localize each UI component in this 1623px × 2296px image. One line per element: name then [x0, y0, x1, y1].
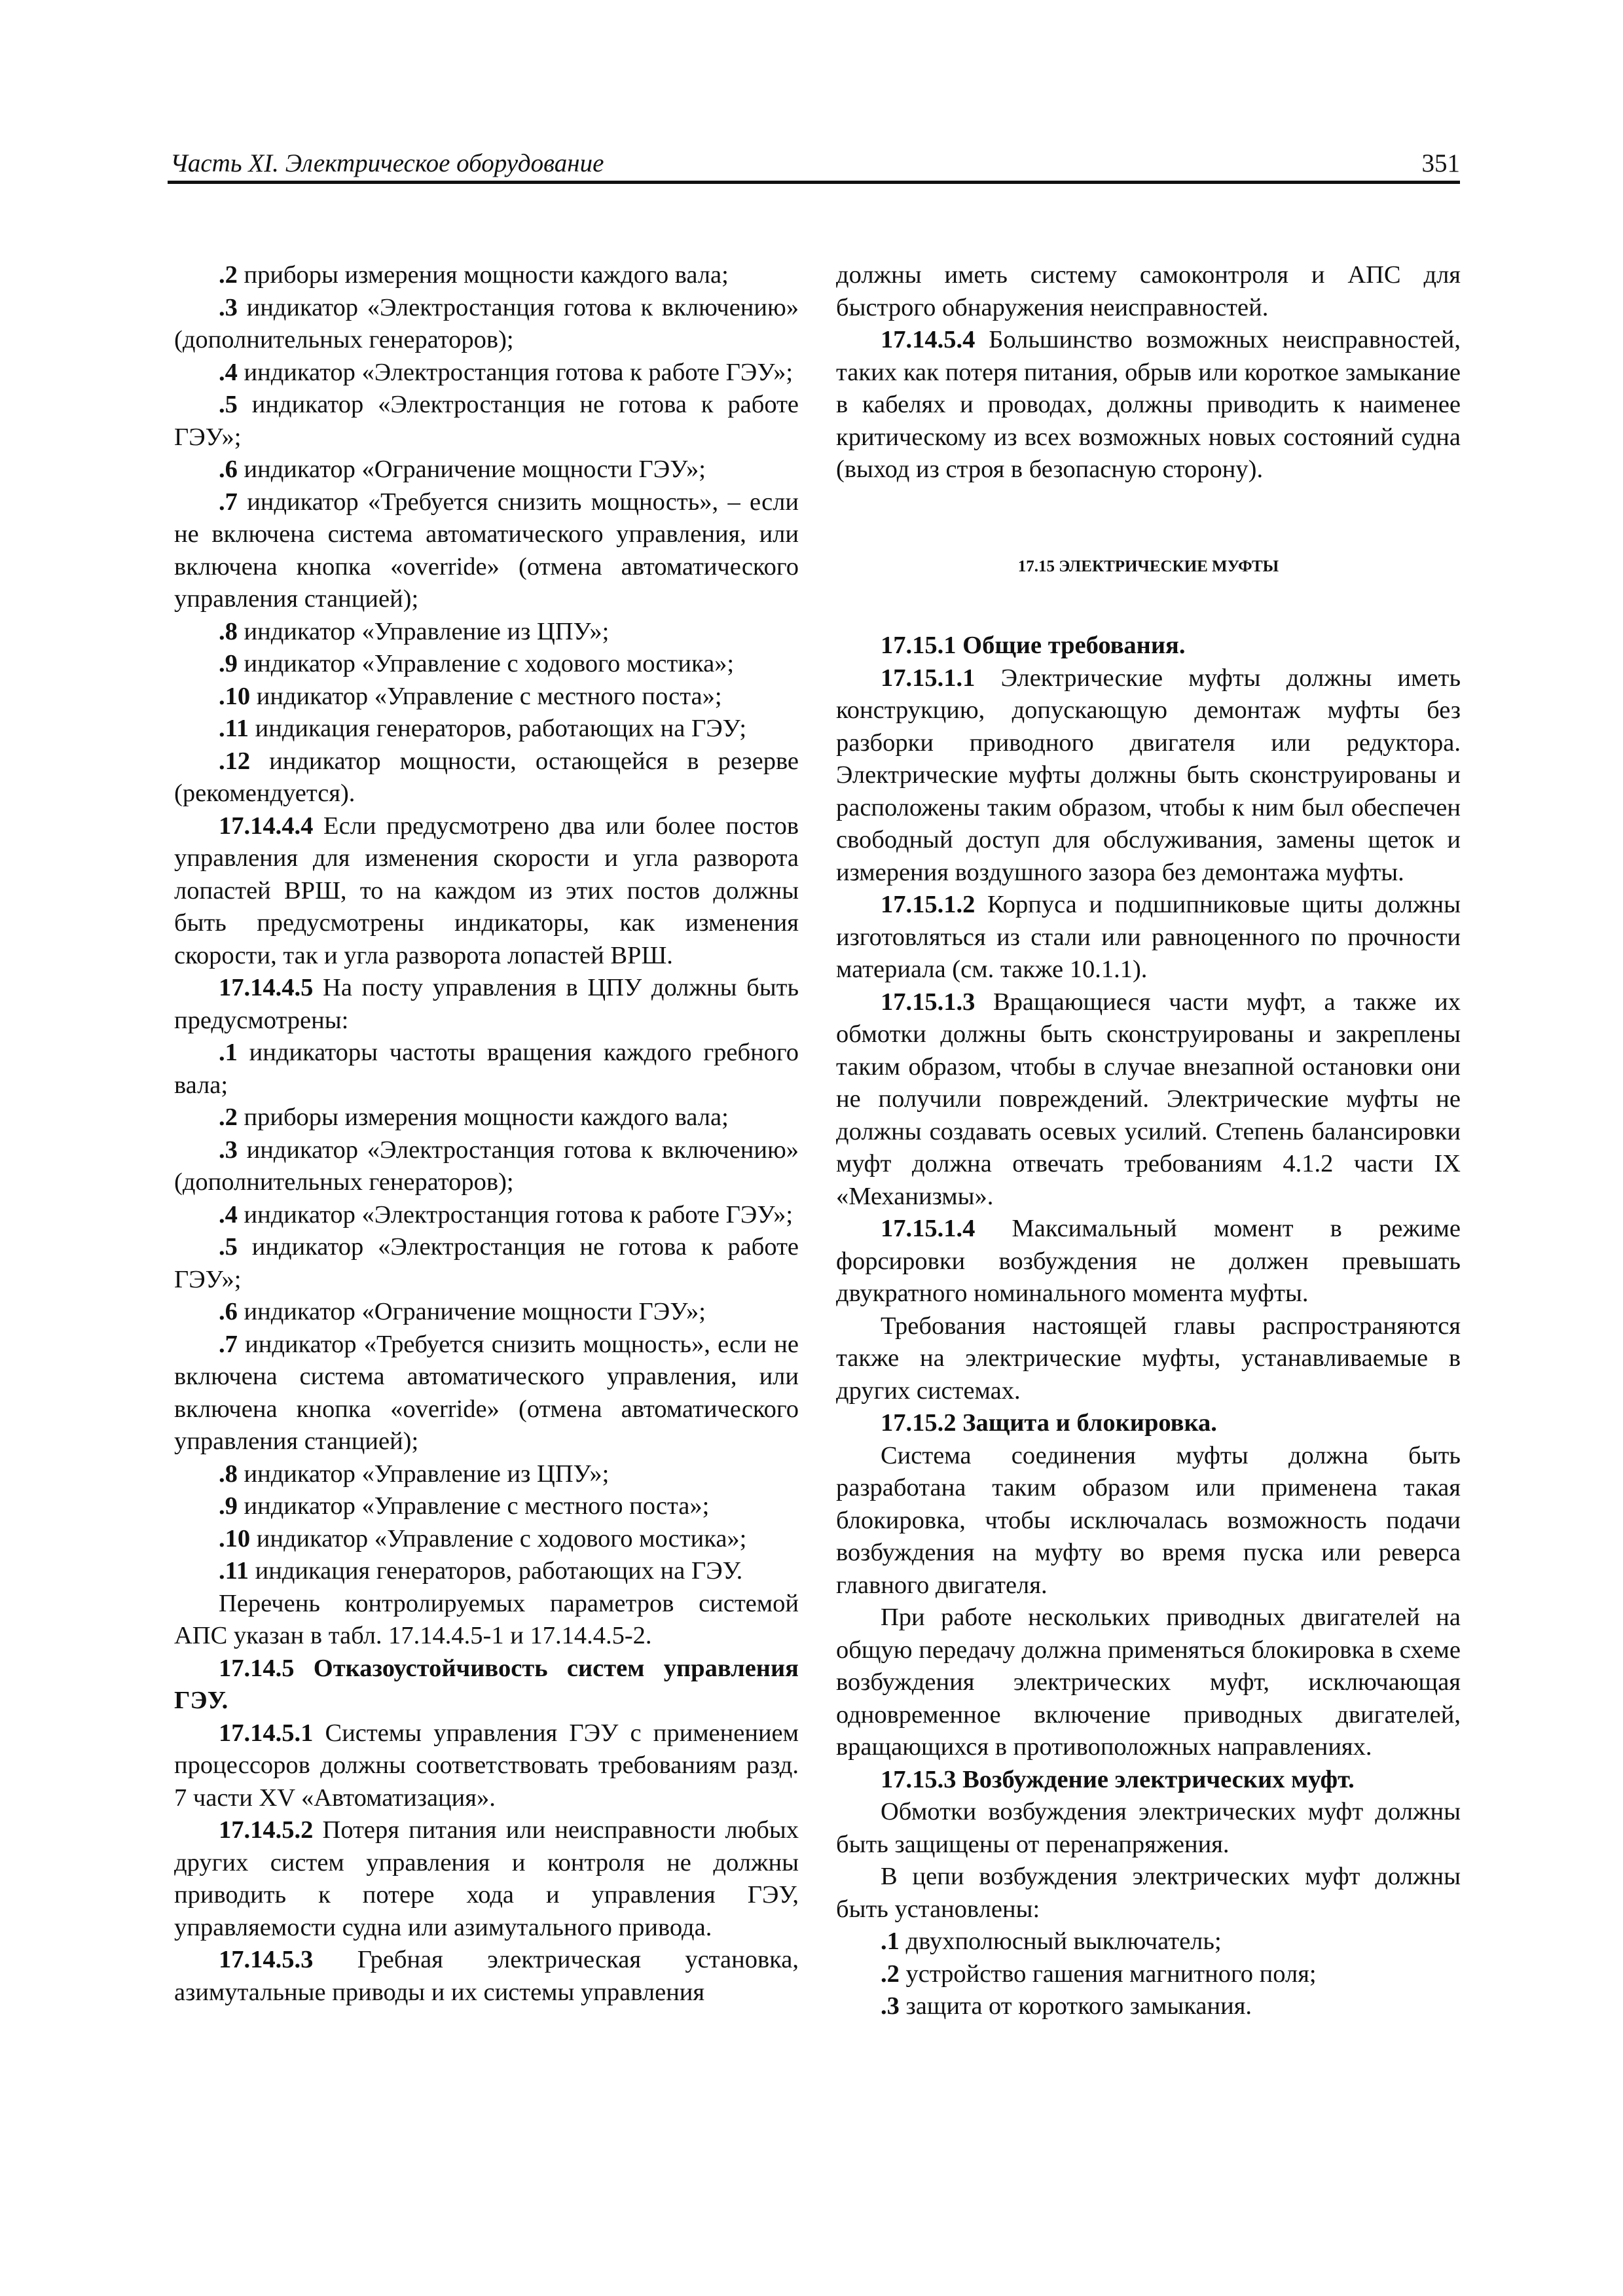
clause-text: индикатор «Управление из ЦПУ»; [237, 1460, 610, 1488]
clause-number: .8 [219, 617, 238, 645]
paragraph [174, 486, 799, 616]
clause-text: приборы измерения мощности каждого вала; [237, 261, 729, 289]
clause-number: .10 [219, 1524, 251, 1552]
paragraph [836, 1861, 1461, 1926]
clause-text: Корпуса и подшипниковые щиты должны изготовляться из стали или равноценного по прочности материала (см. также 10.1.1). [836, 891, 1461, 983]
clause-number: .6 [219, 1298, 238, 1325]
paragraph [174, 681, 799, 713]
paragraph [174, 1037, 799, 1102]
clause-text: индикатор «Управление из ЦПУ»; [237, 617, 610, 645]
paragraph [174, 292, 799, 357]
clause-text: Система соединения муфты должна быть разработана таким образом или применена такая блокировка, чтобы исключалась возможность подачи возбуждения на муфту во время пуска или реверса главного двигателя. [836, 1441, 1461, 1599]
paragraph [174, 1944, 799, 2009]
paragraph [174, 1523, 799, 1556]
clause-text: Электрические муфты должны иметь конструкцию, допускающую демонтаж муфты без разборки приводного двигателя или редуктора. Электрические муфты должны быть сконструированы и расположены таким образом, чтобы к ним был обеспечен свободный доступ для обслуживания, замены щеток и измерения воздушного зазора без демонтажа муфты. [836, 664, 1461, 886]
clause-number: 17.15.1.2 [881, 891, 976, 918]
paragraph [836, 986, 1461, 1213]
clause-number: 17.14.5.1 [219, 1719, 314, 1747]
clause-text: Требования настоящей главы распространяются также на электрические муфты, устанавливаемые в других системах. [836, 1312, 1461, 1405]
paragraph [174, 1717, 799, 1815]
paragraph [174, 1490, 799, 1523]
clause-text: индикация генераторов, работающих на ГЭУ; [249, 715, 747, 742]
paragraph [174, 1588, 799, 1653]
paragraph [836, 889, 1461, 986]
clause-number: .12 [219, 747, 251, 775]
clause-text: индикатор «Требуется снизить мощность», если не включена система автоматического управления, или включена кнопка «override» (отмена автоматического управления станцией); [174, 1330, 799, 1455]
clause-text: Вращающиеся части муфт, а также их обмотки должны быть сконструированы и закреплены таким образом, чтобы в случае внезапной остановки они не получили повреждений. Электрические муфты не должны создавать осевых усилий. Степень балансировки муфт должна отвечать требованиям 4.1.2 части IX «Механизмы». [836, 988, 1461, 1210]
clause-text: двухполюсный выключатель; [899, 1928, 1222, 1955]
paragraph [836, 1958, 1461, 1991]
paragraph [174, 259, 799, 292]
clause-text: индикатор мощности, остающейся в резерве (рекомендуется). [174, 747, 799, 807]
clause-number: 17.14.5.3 [219, 1946, 314, 1973]
paragraph [836, 1764, 1461, 1797]
right-top-text [836, 259, 1461, 486]
clause-number: .2 [881, 1960, 900, 1988]
paragraph [174, 648, 799, 681]
clause-number: .9 [219, 650, 238, 677]
paragraph [174, 1653, 799, 1717]
paragraph [174, 357, 799, 389]
clause-number: 17.14.4.5 [219, 974, 314, 1001]
clause-number: .3 [881, 1992, 900, 2020]
clause-number: .3 [219, 1136, 238, 1164]
paragraph [836, 662, 1461, 889]
clause-number: .7 [219, 1330, 238, 1358]
paragraph [836, 1407, 1461, 1440]
clause-text: индикатор «Ограничение мощности ГЭУ»; [237, 456, 706, 483]
clause-text: устройство гашения магнитного поля; [899, 1960, 1317, 1988]
right-bottom-text [836, 630, 1461, 2023]
paragraph [174, 745, 799, 810]
clause-text: индикаторы частоты вращения каждого гребного вала; [174, 1039, 799, 1099]
clause-number: .2 [219, 1103, 238, 1131]
paragraph [836, 1602, 1461, 1764]
paragraph [174, 1199, 799, 1232]
clause-text: индикация генераторов, работающих на ГЭУ. [249, 1557, 743, 1585]
paragraph [174, 1102, 799, 1134]
clause-text: Гребная электрическая установка, азимутальные приводы и их системы управления [174, 1946, 799, 2006]
clause-number: 17.15.1.4 [881, 1215, 976, 1242]
paragraph [174, 454, 799, 486]
clause-text: приборы измерения мощности каждого вала; [237, 1103, 729, 1131]
clause-number: 17.15.1.3 [881, 988, 976, 1016]
clause-text: индикатор «Электростанция не готова к работе ГЭУ»; [174, 1233, 799, 1293]
clause-number: .1 [881, 1928, 900, 1955]
clause-number: .4 [219, 1200, 238, 1229]
clause-number: .10 [219, 682, 251, 710]
running-header [168, 143, 1460, 184]
clause-text: индикатор «Электростанция готова к включению» (дополнительных генераторов); [174, 293, 799, 353]
clause-number: 17.15.1 Общие требования. [881, 632, 1186, 659]
clause-text: должны иметь систему самоконтроля и АПС для быстрого обнаружения неисправностей. [836, 261, 1461, 321]
left-column [174, 259, 799, 2009]
clause-number: 17.14.5.2 [219, 1816, 314, 1844]
paragraph [836, 1440, 1461, 1602]
clause-number: .4 [219, 358, 238, 386]
clause-text: Системы управления ГЭУ с применением процессоров должны соответствовать требованиям разд. 7 части XV «Автоматизация». [174, 1719, 799, 1812]
clause-number: 17.15.2 Защита и блокировка. [881, 1409, 1217, 1437]
right-column [836, 259, 1461, 2023]
paragraph [174, 389, 799, 454]
clause-text: индикатор «Электростанция готова к включению» (дополнительных генераторов); [174, 1136, 799, 1196]
paragraph [836, 1213, 1461, 1310]
clause-text: На посту управления в ЦПУ должны быть предусмотрены: [174, 974, 799, 1034]
page-number: 351 [1421, 149, 1460, 177]
clause-text: индикатор «Электростанция готова к работе ГЭУ»; [237, 358, 793, 386]
clause-text: индикатор «Управление с ходового мостика»; [237, 650, 735, 677]
paragraph [174, 713, 799, 745]
clause-number: 17.14.4.4 [219, 812, 314, 840]
clause-text: Потеря питания или неисправности любых других систем управления и контроля не должны приводить к потере хода и управления ГЭУ, управляемости судна или азимутального привода. [174, 1816, 799, 1941]
paragraph [174, 1231, 799, 1296]
clause-number: .6 [219, 456, 238, 483]
clause-number: .5 [219, 1233, 238, 1261]
clause-number: .7 [219, 488, 238, 516]
clause-text: индикатор «Управление с местного поста»; [237, 1492, 710, 1520]
clause-text: Если предусмотрено два или более постов управления для изменения скорости и угла разворота лопастей ВРШ, то на каждом из этих постов должны быть предусмотрены индикаторы, как изменения скорости, так и угла разворота лопастей ВРШ. [174, 812, 799, 969]
clause-number: .2 [219, 261, 238, 289]
clause-text: В цепи возбуждения электрических муфт должны быть установлены: [836, 1863, 1461, 1923]
clause-number: .5 [219, 391, 238, 418]
clause-number: .1 [219, 1039, 238, 1066]
clause-number: 17.15.1.1 [881, 664, 976, 692]
clause-number: 17.15.3 Возбуждение электрических муфт. [881, 1765, 1355, 1793]
clause-text: индикатор «Управление с местного поста»; [250, 682, 722, 710]
paragraph [174, 810, 799, 973]
clause-text: При работе нескольких приводных двигателей на общую передачу должна применяться блокировка в схеме возбуждения электрических муфт, исключающая одновременное включение приводных двигателей, вращающихся в противоположных направлениях. [836, 1604, 1461, 1761]
paragraph [174, 1329, 799, 1458]
section-title: 17.15 ЭЛЕКТРИЧЕСКИЕ МУФТЫ [1017, 557, 1279, 575]
clause-text: Большинство возможных неисправностей, таких как потеря питания, обрыв или короткое замыкание в кабелях и проводах, должны приводить к наименее критическому из всех возможных новых состояний судна (выход из строя в безопасную сторону). [836, 326, 1461, 483]
paragraph [174, 1458, 799, 1491]
clause-number: .11 [219, 1557, 249, 1585]
paragraph [174, 1814, 799, 1944]
clause-number: .11 [219, 715, 249, 742]
clause-number: 17.14.5.4 [881, 326, 976, 353]
clause-text: индикатор «Требуется снизить мощность», – если не включена система автоматического управления, или включена кнопка «override» (отмена автоматического управления станцией); [174, 488, 799, 613]
paragraph [836, 1796, 1461, 1861]
paragraph [836, 1310, 1461, 1408]
paragraph [836, 259, 1461, 324]
clause-text: Максимальный момент в режиме форсировки возбуждения не должен превышать двукратного номинального момента муфты. [836, 1215, 1461, 1307]
header-title: Часть XI. Электрическое оборудование [170, 149, 604, 177]
paragraph [836, 630, 1461, 662]
clause-number: .8 [219, 1460, 238, 1488]
paragraph [836, 1990, 1461, 2023]
paragraph [174, 1296, 799, 1329]
clause-number: 17.14.5 Отказоустойчивость систем управления ГЭУ. [174, 1654, 799, 1714]
clause-text: индикатор «Электростанция не готова к работе ГЭУ»; [174, 391, 799, 451]
clause-text: индикатор «Управление с ходового мостика»; [250, 1524, 747, 1552]
paragraph [174, 1134, 799, 1199]
clause-text: защита от короткого замыкания. [899, 1992, 1252, 2020]
clause-text: Перечень контролируемых параметров системой АПС указан в табл. 17.14.4.5-1 и 17.14.4.5-2. [174, 1589, 799, 1649]
clause-number: .3 [219, 293, 238, 321]
paragraph [174, 972, 799, 1037]
paragraph [836, 1926, 1461, 1958]
clause-text: индикатор «Ограничение мощности ГЭУ»; [237, 1298, 706, 1325]
paragraph [174, 1555, 799, 1588]
clause-text: Обмотки возбуждения электрических муфт должны быть защищены от перенапряжения. [836, 1798, 1461, 1858]
clause-text: индикатор «Электростанция готова к работе ГЭУ»; [237, 1200, 793, 1229]
paragraph [836, 324, 1461, 486]
paragraph [174, 616, 799, 649]
clause-number: .9 [219, 1492, 238, 1520]
